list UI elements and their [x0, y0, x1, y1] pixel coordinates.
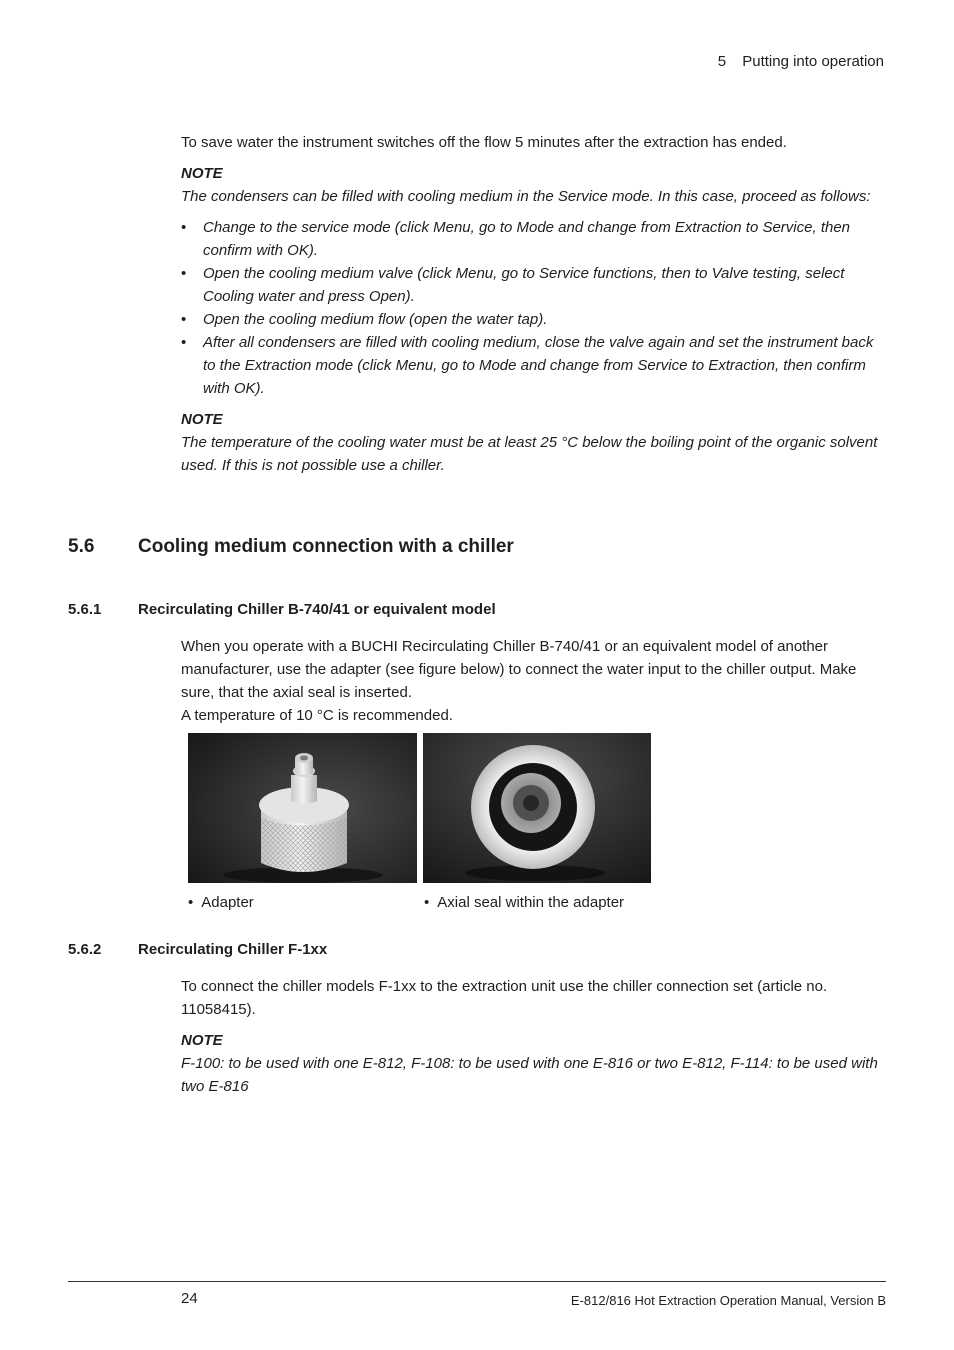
- subsection-number: 5.6.2: [68, 941, 102, 958]
- note-text: The temperature of the cooling water must be at least 25 °C below the boiling point of the organic solvent used. If this is not possible use a chiller.: [181, 434, 878, 474]
- chapter-title: Putting into operation: [742, 53, 884, 70]
- sub2-text: [181, 975, 887, 1098]
- section-heading: [68, 536, 514, 558]
- footer-title: E-812/816 Hot Extraction Operation Manual, Version B: [570, 1293, 886, 1308]
- note-label: NOTE: [181, 1032, 223, 1049]
- adapter-photo: [188, 733, 417, 883]
- body-paragraph: A temperature of 10 °C is recommended.: [181, 707, 453, 724]
- subsection-title: Recirculating Chiller F-1xx: [138, 941, 328, 958]
- note-text: The condensers can be filled with cooling medium in the Service mode. In this case, proceed as follows:: [181, 188, 871, 205]
- caption-text: Adapter: [201, 894, 254, 911]
- body-paragraph: To connect the chiller models F-1xx to the extraction unit use the chiller connection set (article no. 11058415).: [181, 978, 828, 1018]
- top-block: [181, 131, 887, 477]
- note-steps-list: [181, 216, 887, 400]
- section-number: 5.6: [68, 536, 95, 557]
- note-label: NOTE: [181, 411, 223, 428]
- list-item: • Change to the service mode (click Menu, go to Mode and change from Extraction to Service, then confirm with OK).: [181, 216, 887, 262]
- subsection-title: Recirculating Chiller B-740/41 or equivalent model: [138, 601, 496, 618]
- axial-seal-photo: [423, 733, 651, 883]
- list-item: • Open the cooling medium flow (open the water tap).: [181, 308, 887, 331]
- note-label: NOTE: [181, 165, 223, 182]
- intro-paragraph: To save water the instrument switches off the flow 5 minutes after the extraction has ended.: [181, 134, 787, 151]
- subsection-number: 5.6.1: [68, 601, 102, 618]
- body-paragraph: When you operate with a BUCHI Recirculating Chiller B-740/41 or an equivalent model of another manufacturer, use the adapter (see figure below) to connect the water input to the chiller output. Make sure, that the axial seal is inserted.: [181, 638, 857, 701]
- footer-divider: [68, 1281, 886, 1282]
- section-title: Cooling medium connection with a chiller: [138, 536, 514, 557]
- subsection-heading: [68, 941, 327, 958]
- subsection-heading: [68, 601, 496, 618]
- chapter-number: 5: [717, 53, 727, 70]
- list-item: • Open the cooling medium valve (click Menu, go to Service functions, then to Valve testing, select Cooling water and press Open).: [181, 262, 887, 308]
- running-header: [718, 53, 884, 70]
- figure-caption: • Axial seal within the adapter: [424, 894, 625, 911]
- caption-text: Axial seal within the adapter: [437, 894, 625, 911]
- note-text: F-100: to be used with one E-812, F-108: to be used with one E-816 or two E-812, F-114: to be used with two E-816: [181, 1055, 878, 1095]
- list-item: • After all condensers are filled with cooling medium, close the valve again and set the instrument back to the Extraction mode (click Menu, go to Mode and change from Service to Extraction, then confirm with OK).: [181, 331, 887, 400]
- page-number: 24: [181, 1290, 198, 1307]
- figure-caption: • Adapter: [188, 894, 254, 911]
- sub1-text: [181, 635, 887, 727]
